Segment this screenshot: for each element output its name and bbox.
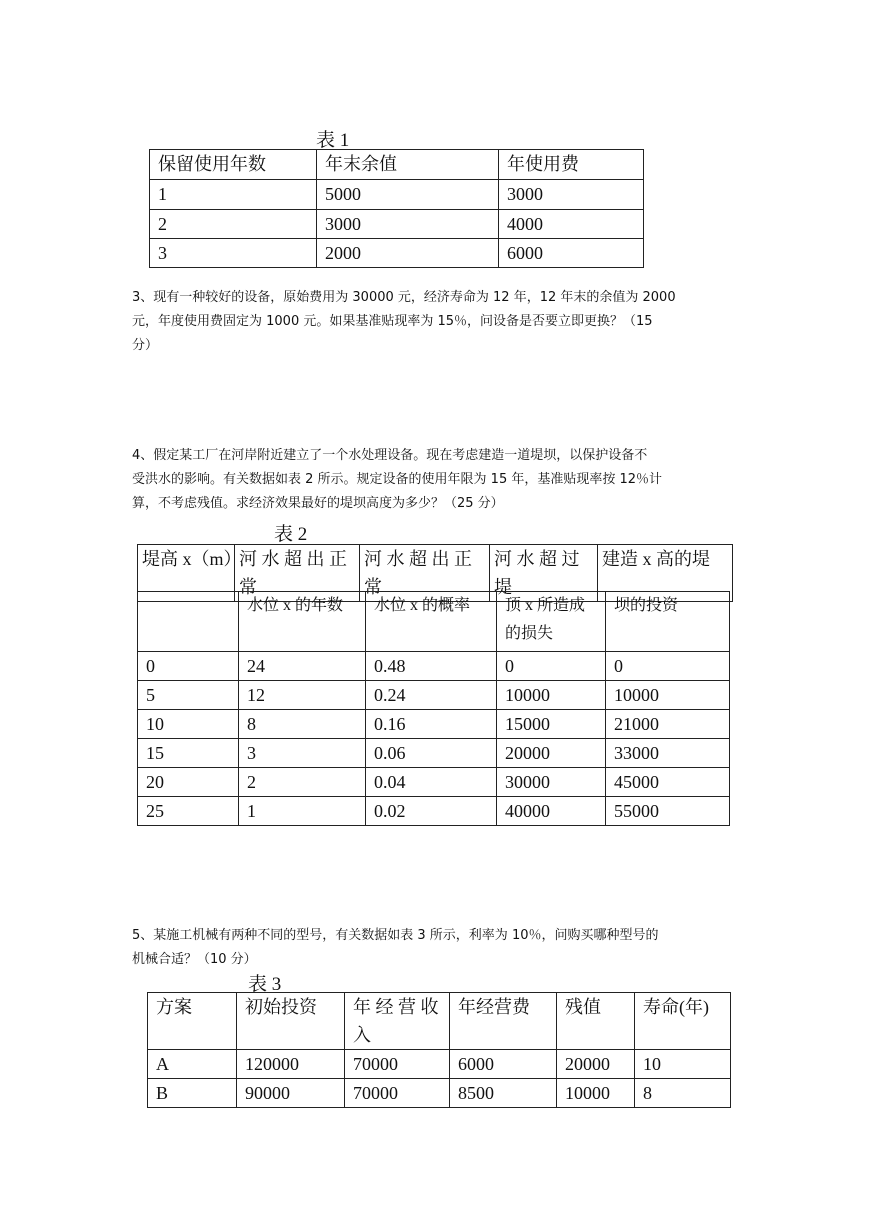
table-cell: B <box>148 1079 237 1108</box>
question-3-line: 分） <box>132 338 159 353</box>
table-row <box>138 710 730 739</box>
table-header: 方案 <box>148 993 237 1050</box>
table-header: 建造 x 高的堤 <box>598 545 733 602</box>
table-cell: 4000 <box>499 210 644 239</box>
table-cell: 120000 <box>237 1050 345 1079</box>
question-4-line: 受洪水的影响。有关数据如表 2 所示。规定设备的使用年限为 15 年，基准贴现率按 12％计 <box>132 472 663 487</box>
table-cell: 0 <box>138 652 239 681</box>
table-cell: 2 <box>150 210 317 239</box>
table-cell: 70000 <box>345 1079 450 1108</box>
table1 <box>149 149 644 268</box>
table-row <box>148 1079 731 1108</box>
table-cell: 0.02 <box>366 797 497 826</box>
table-cell: 10000 <box>497 681 606 710</box>
table-header: 河 水 超 过 堤 <box>490 545 598 602</box>
table3 <box>147 992 731 1108</box>
table-cell: 20000 <box>497 739 606 768</box>
table-cell: 0.04 <box>366 768 497 797</box>
table-cell: 30000 <box>497 768 606 797</box>
table-row <box>148 1050 731 1079</box>
table-header: 河 水 超 出 正 常 <box>235 545 360 602</box>
table-cell: 8500 <box>450 1079 557 1108</box>
table-header: 坝的投资 <box>606 592 730 652</box>
question-4 <box>132 444 742 516</box>
table-cell: 3 <box>239 739 366 768</box>
table-header: 寿命(年) <box>635 993 731 1050</box>
table-row <box>138 768 730 797</box>
table-header: 水位 x 的年数 <box>239 592 366 652</box>
table-cell: 6000 <box>450 1050 557 1079</box>
table-cell: 3000 <box>499 180 644 210</box>
question-4-line: 算，不考虑残值。求经济效果最好的堤坝高度为多少？（25 分） <box>132 496 504 511</box>
table-cell: 90000 <box>237 1079 345 1108</box>
table-cell: 0 <box>606 652 730 681</box>
table-cell: 55000 <box>606 797 730 826</box>
table-row <box>138 739 730 768</box>
table-cell: 0.06 <box>366 739 497 768</box>
table-cell: 20 <box>138 768 239 797</box>
table1-caption: 表 1 <box>316 130 350 151</box>
table-cell: 2 <box>239 768 366 797</box>
table-cell: 8 <box>635 1079 731 1108</box>
table-header: 年使用费 <box>499 150 644 180</box>
table-cell: A <box>148 1050 237 1079</box>
table-cell: 8 <box>239 710 366 739</box>
table-row <box>138 681 730 710</box>
table-row <box>138 592 730 652</box>
table-cell: 0.16 <box>366 710 497 739</box>
table-cell: 15 <box>138 739 239 768</box>
table-cell: 40000 <box>497 797 606 826</box>
table-row <box>148 993 731 1050</box>
question-5-line: 5、某施工机械有两种不同的型号，有关数据如表 3 所示，利率为 10％，问购买哪种型号的 <box>132 928 659 943</box>
table-header: 水位 x 的概率 <box>366 592 497 652</box>
question-4-line: 4、假定某工厂在河岸附近建立了一个水处理设备。现在考虑建造一道堤坝，以保护设备不 <box>132 448 648 463</box>
table-cell: 2000 <box>317 239 499 268</box>
question-3 <box>132 286 742 358</box>
table-header: 河 水 超 出 正 常 <box>360 545 490 602</box>
question-5-line: 机械合适？（10 分） <box>132 952 257 967</box>
table-cell: 0.48 <box>366 652 497 681</box>
table-cell: 10000 <box>606 681 730 710</box>
table-cell: 15000 <box>497 710 606 739</box>
table2-caption: 表 2 <box>274 524 308 545</box>
table-cell: 0 <box>497 652 606 681</box>
table-row <box>150 150 644 180</box>
table-header: 堤高 x（m） <box>138 545 235 602</box>
table-row <box>150 210 644 239</box>
table-row <box>150 239 644 268</box>
table-header: 残值 <box>557 993 635 1050</box>
table-cell: 45000 <box>606 768 730 797</box>
table-row <box>138 652 730 681</box>
table-cell: 5 <box>138 681 239 710</box>
table-cell: 10 <box>138 710 239 739</box>
table-header: 年经营费 <box>450 993 557 1050</box>
table-cell: 10000 <box>557 1079 635 1108</box>
table-cell: 24 <box>239 652 366 681</box>
table-cell: 10 <box>635 1050 731 1079</box>
table-header: 年 经 营 收 入 <box>345 993 450 1050</box>
table-cell: 25 <box>138 797 239 826</box>
table-header: 年末余值 <box>317 150 499 180</box>
table-cell: 6000 <box>499 239 644 268</box>
table-cell: 5000 <box>317 180 499 210</box>
table-row <box>150 180 644 210</box>
table-cell: 0.24 <box>366 681 497 710</box>
table-row <box>138 797 730 826</box>
table-cell: 3 <box>150 239 317 268</box>
question-5 <box>132 924 742 972</box>
table-header: 顶 x 所造成 的损失 <box>497 592 606 652</box>
table-cell: 3000 <box>317 210 499 239</box>
table3-caption: 表 3 <box>248 974 282 995</box>
table-cell: 12 <box>239 681 366 710</box>
table-cell: 1 <box>239 797 366 826</box>
table-cell: 1 <box>150 180 317 210</box>
question-3-line: 元，年度使用费固定为 1000 元。如果基准贴现率为 15％，问设备是否要立即更换？（15 <box>132 314 653 329</box>
table-header: 保留使用年数 <box>150 150 317 180</box>
table-cell: 33000 <box>606 739 730 768</box>
table-cell: 20000 <box>557 1050 635 1079</box>
table-header <box>138 592 239 652</box>
question-3-line: 3、现有一种较好的设备，原始费用为 30000 元，经济寿命为 12 年，12 年末的余值为 2000 <box>132 290 676 305</box>
table2 <box>137 591 730 826</box>
table-cell: 21000 <box>606 710 730 739</box>
table-cell: 70000 <box>345 1050 450 1079</box>
table-header: 初始投资 <box>237 993 345 1050</box>
